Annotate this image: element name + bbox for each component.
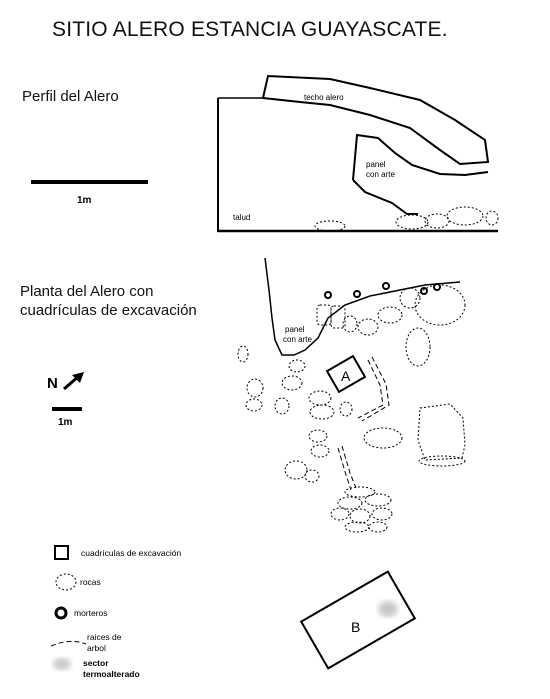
plan-title-line-2: cuadrículas de excavación — [20, 302, 197, 319]
rock — [331, 508, 349, 520]
rock — [247, 379, 263, 397]
legend-thermal-label-2: termoalterado — [83, 669, 140, 679]
rock — [310, 405, 334, 419]
plan-scale-bar — [52, 407, 82, 411]
rock — [340, 402, 352, 416]
mortar — [383, 283, 389, 289]
grid-a-label: A — [341, 368, 351, 384]
legend-rock-swatch — [56, 574, 76, 590]
rock — [309, 391, 331, 405]
tree-root — [362, 357, 389, 421]
legend-grids-label: cuadrículas de excavación — [81, 548, 182, 558]
profile-rock — [396, 215, 428, 229]
plan-title-line-1: Planta del Alero con — [20, 283, 154, 300]
profile-scale-label: 1m — [77, 195, 92, 206]
rock — [331, 306, 345, 328]
rock — [343, 316, 357, 332]
rock — [406, 328, 430, 366]
plan-panel-label-line-2: con arte — [283, 335, 312, 344]
rock — [378, 307, 402, 323]
panel-label-line-1: panel — [366, 160, 386, 169]
diagram-title: SITIO ALERO ESTANCIA GUAYASCATE. — [52, 18, 448, 41]
legend-thermal-label-1: sector — [83, 658, 109, 668]
rock — [364, 428, 402, 448]
profile-title: Perfil del Alero — [22, 88, 119, 105]
rock — [238, 346, 248, 362]
north-label: N — [47, 375, 58, 392]
legend-root-swatch — [51, 641, 86, 646]
legend-thermal-swatch — [53, 658, 71, 670]
tree-root — [358, 360, 383, 418]
rock — [338, 497, 362, 509]
rock — [419, 456, 465, 466]
rock — [282, 376, 302, 390]
mortar — [325, 292, 331, 298]
profile-rock — [315, 221, 345, 231]
mortar — [421, 288, 427, 294]
roof-label: techo alero — [304, 93, 344, 102]
profile-rock — [486, 211, 498, 225]
rock — [350, 509, 370, 523]
panel-label-line-2: con arte — [366, 170, 395, 179]
plan-section — [238, 258, 465, 532]
rock — [309, 430, 327, 442]
rock — [246, 399, 262, 411]
legend-roots-label-2: arbol — [87, 643, 106, 653]
legend-roots-label-1: raices de — [87, 632, 122, 642]
plan-scale-label: 1m — [58, 417, 73, 428]
legend-rocks-label: rocas — [80, 577, 101, 587]
roof-outline — [263, 76, 488, 164]
rock — [369, 522, 387, 532]
profile-section — [218, 76, 498, 232]
rock — [358, 319, 378, 335]
rock — [365, 494, 391, 506]
rock — [418, 404, 465, 460]
rock — [311, 445, 329, 457]
grid-b-label: B — [351, 619, 361, 635]
profile-scale-bar — [31, 180, 148, 184]
rock — [317, 305, 331, 325]
rock — [345, 522, 369, 532]
plan-panel-label-line-1: panel — [285, 325, 305, 334]
profile-rock — [447, 207, 483, 225]
legend-mortar-swatch — [56, 608, 66, 618]
rock — [275, 398, 289, 414]
mortar — [354, 291, 360, 297]
profile-rock — [425, 214, 449, 228]
rock — [305, 470, 319, 482]
legend-grid-swatch — [55, 546, 68, 559]
north-arrow-icon — [64, 372, 84, 389]
rock — [345, 487, 375, 497]
legend-mortars-label: morteros — [74, 608, 108, 618]
rock — [285, 461, 307, 479]
slope-label: talud — [233, 213, 251, 222]
rock — [289, 360, 305, 372]
rock — [415, 285, 465, 325]
thermal-sector — [378, 601, 398, 617]
rock — [372, 508, 392, 520]
